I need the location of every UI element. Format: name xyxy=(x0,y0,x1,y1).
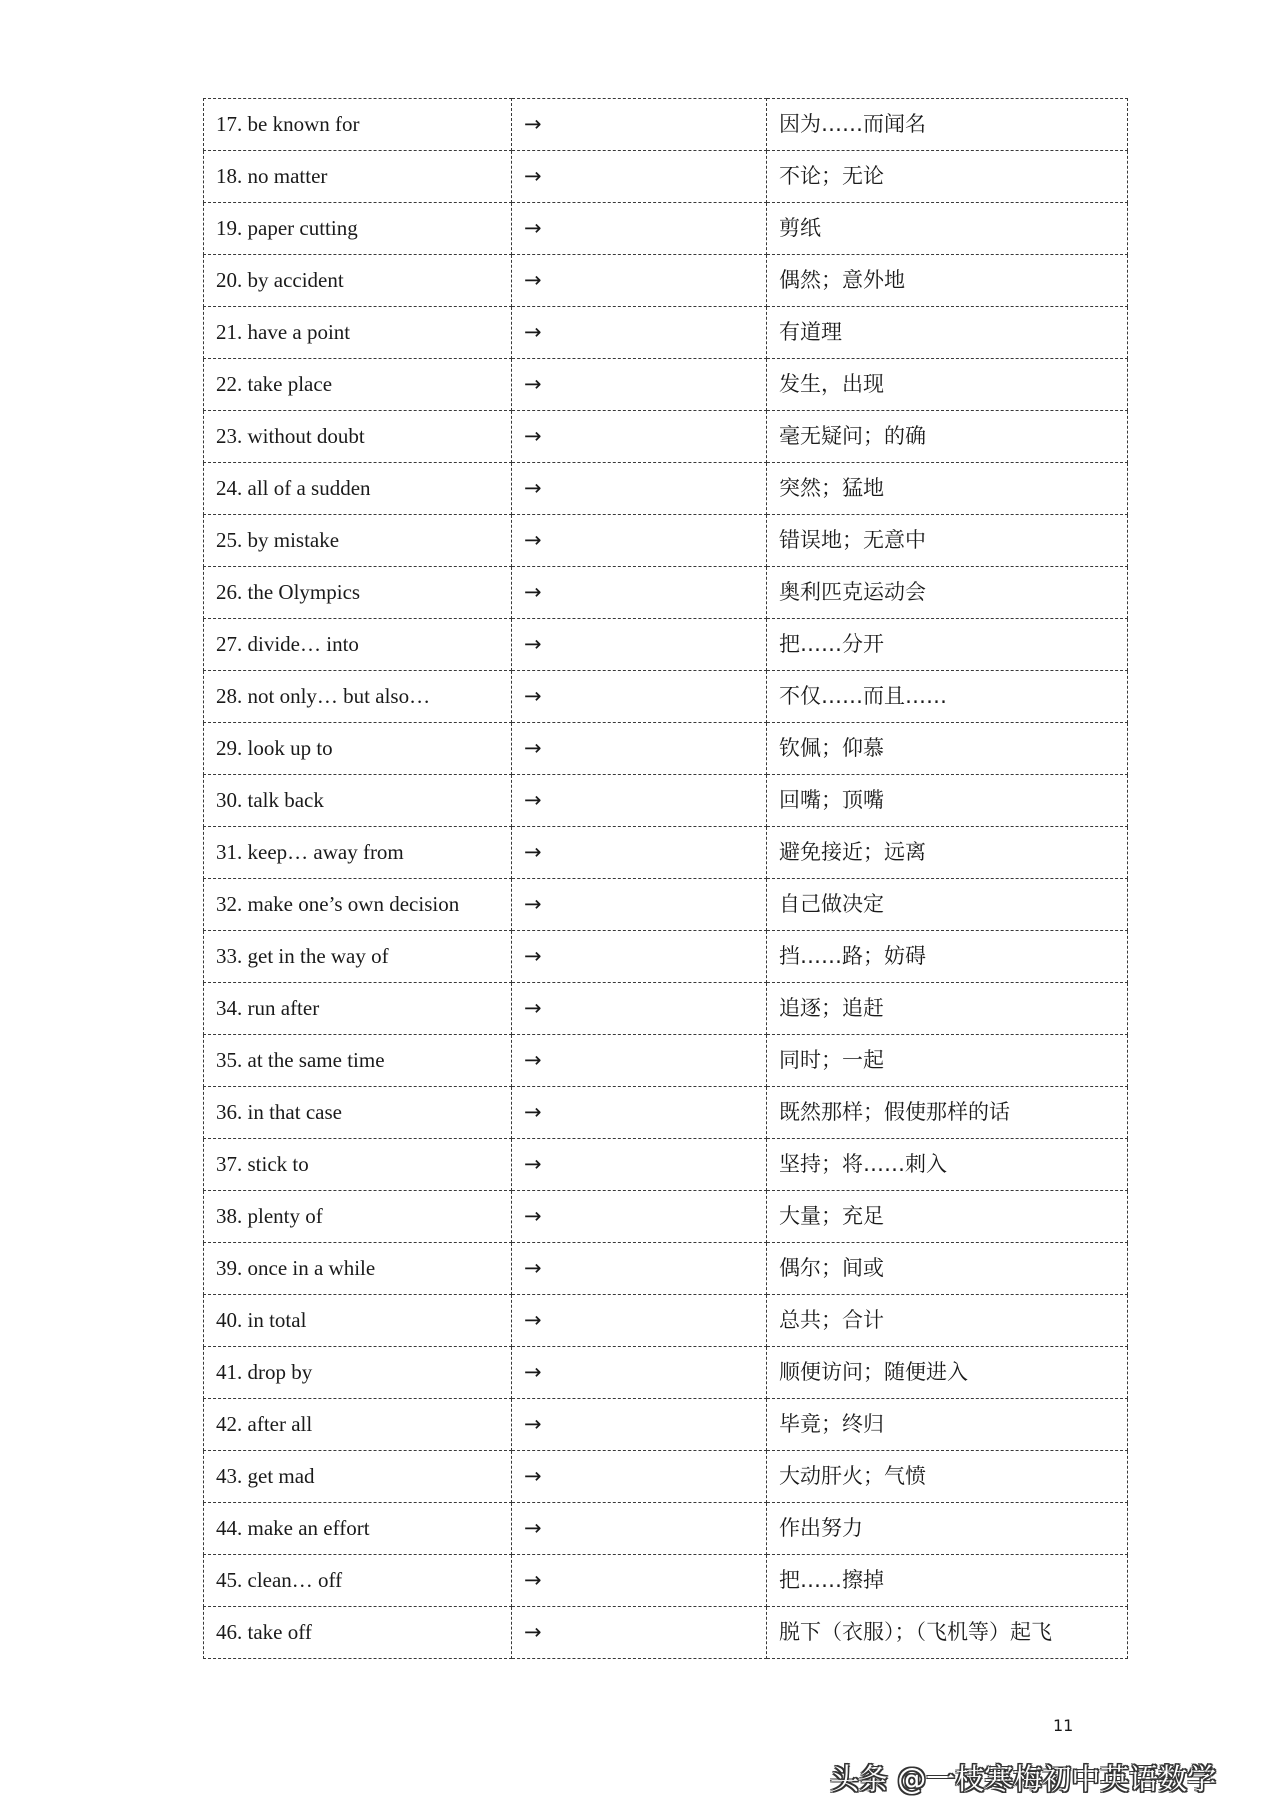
phrase-cell: 41. drop by xyxy=(204,1347,512,1399)
arrow-icon: → xyxy=(512,619,767,671)
phrase-cell: 43. get mad xyxy=(204,1451,512,1503)
watermark-text: 头条 @一枝寒梅初中英语数学 xyxy=(830,1762,1217,1796)
phrase-cell: 20. by accident xyxy=(204,255,512,307)
table-row xyxy=(204,1555,1128,1607)
table-row xyxy=(204,671,1128,723)
phrase-cell: 35. at the same time xyxy=(204,1035,512,1087)
phrase-cell: 44. make an effort xyxy=(204,1503,512,1555)
phrase-cell: 18. no matter xyxy=(204,151,512,203)
table-row xyxy=(204,619,1128,671)
table-row xyxy=(204,1087,1128,1139)
phrase-cell: 23. without doubt xyxy=(204,411,512,463)
arrow-icon: → xyxy=(512,1607,767,1659)
phrase-cell: 31. keep… away from xyxy=(204,827,512,879)
arrow-icon: → xyxy=(512,1555,767,1607)
arrow-icon: → xyxy=(512,203,767,255)
arrow-icon: → xyxy=(512,515,767,567)
table-row xyxy=(204,567,1128,619)
phrase-cell: 45. clean… off xyxy=(204,1555,512,1607)
meaning-cell: 自己做决定 xyxy=(767,879,1128,931)
meaning-cell: 错误地；无意中 xyxy=(767,515,1128,567)
phrase-cell: 34. run after xyxy=(204,983,512,1035)
meaning-cell: 挡……路；妨碍 xyxy=(767,931,1128,983)
phrase-cell: 28. not only… but also… xyxy=(204,671,512,723)
meaning-cell: 突然；猛地 xyxy=(767,463,1128,515)
table-row xyxy=(204,1139,1128,1191)
table-row xyxy=(204,1295,1128,1347)
vocabulary-table xyxy=(203,98,1128,1659)
table-row xyxy=(204,827,1128,879)
meaning-cell: 大动肝火；气愤 xyxy=(767,1451,1128,1503)
phrase-cell: 38. plenty of xyxy=(204,1191,512,1243)
arrow-icon: → xyxy=(512,359,767,411)
arrow-icon: → xyxy=(512,1503,767,1555)
arrow-icon: → xyxy=(512,1451,767,1503)
meaning-cell: 毕竟；终归 xyxy=(767,1399,1128,1451)
meaning-cell: 把……擦掉 xyxy=(767,1555,1128,1607)
table-row xyxy=(204,1035,1128,1087)
table-row xyxy=(204,1503,1128,1555)
meaning-cell: 剪纸 xyxy=(767,203,1128,255)
phrase-cell: 36. in that case xyxy=(204,1087,512,1139)
table-row xyxy=(204,1451,1128,1503)
meaning-cell: 毫无疑问；的确 xyxy=(767,411,1128,463)
table-row xyxy=(204,879,1128,931)
meaning-cell: 有道理 xyxy=(767,307,1128,359)
meaning-cell: 坚持；将……刺入 xyxy=(767,1139,1128,1191)
arrow-icon: → xyxy=(512,1087,767,1139)
meaning-cell: 偶然；意外地 xyxy=(767,255,1128,307)
meaning-cell: 因为……而闻名 xyxy=(767,99,1128,151)
meaning-cell: 顺便访问；随便进入 xyxy=(767,1347,1128,1399)
vocabulary-table-body xyxy=(204,99,1128,1659)
arrow-icon: → xyxy=(512,1139,767,1191)
meaning-cell: 钦佩；仰慕 xyxy=(767,723,1128,775)
phrase-cell: 33. get in the way of xyxy=(204,931,512,983)
phrase-cell: 22. take place xyxy=(204,359,512,411)
arrow-icon: → xyxy=(512,931,767,983)
meaning-cell: 脱下（衣服）；（飞机等）起飞 xyxy=(767,1607,1128,1659)
arrow-icon: → xyxy=(512,775,767,827)
arrow-icon: → xyxy=(512,411,767,463)
arrow-icon: → xyxy=(512,151,767,203)
arrow-icon: → xyxy=(512,567,767,619)
meaning-cell: 作出努力 xyxy=(767,1503,1128,1555)
table-row xyxy=(204,99,1128,151)
phrase-cell: 40. in total xyxy=(204,1295,512,1347)
meaning-cell: 奥利匹克运动会 xyxy=(767,567,1128,619)
table-row xyxy=(204,411,1128,463)
table-row xyxy=(204,1399,1128,1451)
phrase-cell: 17. be known for xyxy=(204,99,512,151)
table-row xyxy=(204,255,1128,307)
meaning-cell: 既然那样；假使那样的话 xyxy=(767,1087,1128,1139)
meaning-cell: 发生，出现 xyxy=(767,359,1128,411)
arrow-icon: → xyxy=(512,671,767,723)
meaning-cell: 总共；合计 xyxy=(767,1295,1128,1347)
phrase-cell: 26. the Olympics xyxy=(204,567,512,619)
table-row xyxy=(204,463,1128,515)
table-row xyxy=(204,1243,1128,1295)
meaning-cell: 避免接近；远离 xyxy=(767,827,1128,879)
arrow-icon: → xyxy=(512,1295,767,1347)
meaning-cell: 追逐；追赶 xyxy=(767,983,1128,1035)
arrow-icon: → xyxy=(512,307,767,359)
page-number: 11 xyxy=(1053,1716,1074,1735)
phrase-cell: 30. talk back xyxy=(204,775,512,827)
arrow-icon: → xyxy=(512,879,767,931)
phrase-cell: 27. divide… into xyxy=(204,619,512,671)
arrow-icon: → xyxy=(512,983,767,1035)
table-row xyxy=(204,723,1128,775)
phrase-cell: 46. take off xyxy=(204,1607,512,1659)
arrow-icon: → xyxy=(512,463,767,515)
meaning-cell: 同时；一起 xyxy=(767,1035,1128,1087)
table-row xyxy=(204,1191,1128,1243)
phrase-cell: 42. after all xyxy=(204,1399,512,1451)
phrase-cell: 21. have a point xyxy=(204,307,512,359)
meaning-cell: 偶尔；间或 xyxy=(767,1243,1128,1295)
table-row xyxy=(204,983,1128,1035)
arrow-icon: → xyxy=(512,1191,767,1243)
arrow-icon: → xyxy=(512,99,767,151)
meaning-cell: 把……分开 xyxy=(767,619,1128,671)
arrow-icon: → xyxy=(512,723,767,775)
meaning-cell: 大量；充足 xyxy=(767,1191,1128,1243)
table-row xyxy=(204,1607,1128,1659)
table-row xyxy=(204,203,1128,255)
table-row xyxy=(204,775,1128,827)
phrase-cell: 29. look up to xyxy=(204,723,512,775)
phrase-cell: 32. make one’s own decision xyxy=(204,879,512,931)
arrow-icon: → xyxy=(512,1399,767,1451)
phrase-cell: 39. once in a while xyxy=(204,1243,512,1295)
arrow-icon: → xyxy=(512,827,767,879)
phrase-cell: 25. by mistake xyxy=(204,515,512,567)
arrow-icon: → xyxy=(512,1035,767,1087)
arrow-icon: → xyxy=(512,1243,767,1295)
table-row xyxy=(204,151,1128,203)
table-row xyxy=(204,931,1128,983)
table-row xyxy=(204,307,1128,359)
meaning-cell: 不仅……而且…… xyxy=(767,671,1128,723)
meaning-cell: 回嘴；顶嘴 xyxy=(767,775,1128,827)
meaning-cell: 不论；无论 xyxy=(767,151,1128,203)
phrase-cell: 19. paper cutting xyxy=(204,203,512,255)
arrow-icon: → xyxy=(512,255,767,307)
table-row xyxy=(204,359,1128,411)
table-row xyxy=(204,515,1128,567)
arrow-icon: → xyxy=(512,1347,767,1399)
phrase-cell: 24. all of a sudden xyxy=(204,463,512,515)
phrase-cell: 37. stick to xyxy=(204,1139,512,1191)
table-row xyxy=(204,1347,1128,1399)
